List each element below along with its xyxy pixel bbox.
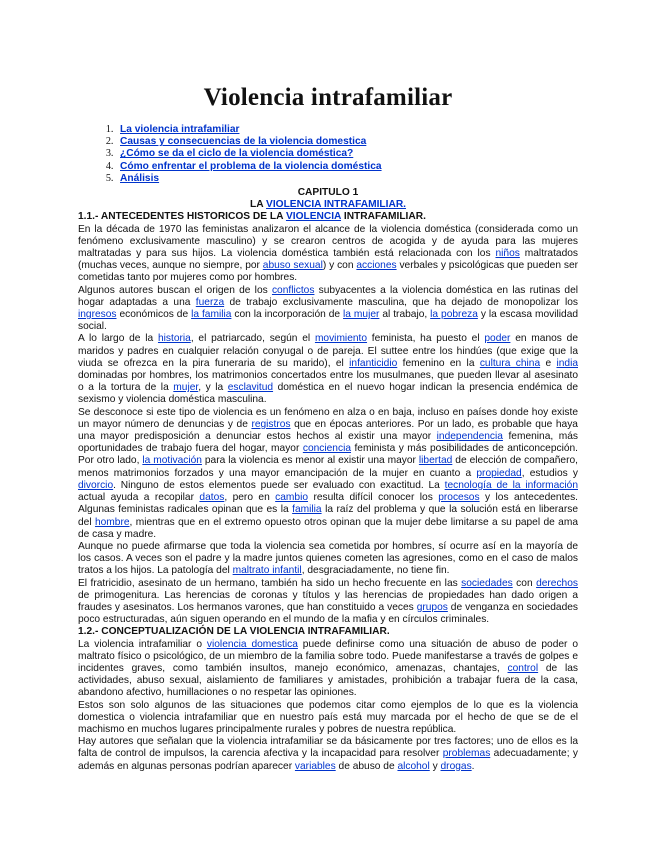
paragraph-8 bbox=[78, 700, 578, 737]
paragraph-text: Algunos autores buscan el origen de los bbox=[78, 284, 272, 296]
link-tecnologia-informacion[interactable]: tecnología de la información bbox=[444, 479, 578, 491]
link-divorcio[interactable]: divorcio bbox=[78, 479, 114, 491]
toc-link-2[interactable]: Causas y consecuencias de la violencia domestica bbox=[120, 136, 367, 148]
chapter-sub-link[interactable]: VIOLENCIA INTRAFAMILIAR. bbox=[266, 199, 407, 211]
chapter-subheading bbox=[78, 199, 578, 211]
link-cambio[interactable]: cambio bbox=[275, 492, 309, 504]
document-page bbox=[78, 84, 578, 773]
link-india[interactable]: india bbox=[556, 357, 578, 369]
paragraph-text: de trabajo exclusivamente masculina, que ha dejado de monopolizar los bbox=[224, 296, 578, 308]
link-violencia-domestica[interactable]: violencia domestica bbox=[206, 638, 298, 650]
link-problemas[interactable]: problemas bbox=[442, 748, 491, 760]
paragraph-text: . Ninguno de estos elementos puede ser evaluado con exactitud. La bbox=[113, 479, 445, 491]
paragraph-text: que en épocas anteriores. Por un lado, es probable que haya una mayor predisposición a denunciar estos hechos al existir una mayor bbox=[78, 418, 578, 443]
link-acciones[interactable]: acciones bbox=[356, 260, 397, 272]
paragraph-text: de venganza en sociedades poco estructuradas, aún siguen operando en el mundo de la mafia y en círculos criminales. bbox=[78, 601, 578, 626]
paragraph-text: y la escasa movilidad social. bbox=[78, 309, 579, 333]
toc-link-4[interactable]: Cómo enfrentar el problema de la violencia doméstica bbox=[120, 160, 382, 172]
chapter-heading: CAPITULO 1 bbox=[297, 187, 359, 199]
link-historia[interactable]: historia bbox=[157, 333, 191, 345]
paragraph-text: para la violencia es menor al existir una mayor bbox=[201, 455, 419, 467]
paragraph-text: . bbox=[471, 760, 475, 772]
paragraph-text: La violencia intrafamiliar o bbox=[78, 638, 207, 650]
paragraph-1 bbox=[78, 224, 578, 285]
paragraph-5 bbox=[78, 541, 578, 578]
link-alcohol[interactable]: alcohol bbox=[397, 760, 430, 772]
paragraph-text: A lo largo de la bbox=[78, 333, 158, 345]
paragraph-text: Se desconoce si este tipo de violencia es un fenómeno en alza o en baja, incluso en países donde hoy existe un mayor número de denuncias y de bbox=[78, 406, 578, 430]
paragraph-text: Aunque no puede afirmarse que toda la violencia sea cometida por hombres, sí ocurre así en la mayoría de los casos. A veces son el padre y la madre juntos quienes cometen las agresiones, como en el caso de malos tratos a los hijos. La patología del bbox=[78, 540, 578, 577]
paragraph-9 bbox=[78, 736, 578, 773]
paragraph-3 bbox=[78, 333, 578, 406]
paragraph-7 bbox=[78, 639, 578, 700]
toc-link-5[interactable]: Análisis bbox=[120, 172, 160, 184]
link-fuerza[interactable]: fuerza bbox=[195, 296, 225, 308]
section-heading-1-1 bbox=[78, 211, 578, 223]
paragraph-text: de elección de compañero, menos matrimonios forzados y una mayor emancipación de la mujer en cuanto a bbox=[78, 455, 578, 479]
paragraph-text: doméstica en el nuevo hogar indican la presencia endémica de sexismo y violencia doméstica masculina. bbox=[78, 382, 578, 406]
link-mujer[interactable]: mujer bbox=[173, 382, 199, 394]
paragraph-text: y los antecedentes. Algunas feministas radicales opinan que es la bbox=[78, 492, 578, 516]
link-drogas[interactable]: drogas bbox=[440, 760, 472, 772]
paragraph-text: Hay autores que señalan que la violencia intrafamiliar se da básicamente por tres factores; uno de ellos es la falta de control de impulsos, la carencia afectiva y la incapacidad para resolver bbox=[78, 736, 578, 760]
paragraph-text: con bbox=[512, 577, 537, 589]
paragraph-2 bbox=[78, 285, 578, 334]
paragraph-text: actual ayuda a recopilar bbox=[78, 492, 200, 504]
link-conciencia[interactable]: conciencia bbox=[302, 443, 351, 455]
chapter-sub-prefix: LA bbox=[249, 199, 267, 211]
paragraph-text: feminista y más posibilidades de anticoncepción. Por otro lado, bbox=[78, 443, 579, 467]
paragraph-text: , mientras que en el extremo opuesto otros opinan que la mujer debe limitarse a su papel de ama de casa y madre. bbox=[78, 516, 578, 540]
section-heading-text: INTRAFAMILIAR. bbox=[341, 211, 426, 223]
paragraph-text: al trabajo, bbox=[379, 309, 431, 321]
paragraph-text: en manos de maridos y padres en cualquier relación conyugal o de pareja. El suttee entre los hindúes (que exige que la viuda se ofrezca en la pira funeraria de su marido), el bbox=[78, 333, 578, 369]
link-procesos[interactable]: procesos bbox=[438, 492, 480, 504]
link-libertad[interactable]: libertad bbox=[418, 455, 453, 467]
page-title: Violencia intrafamiliar bbox=[203, 84, 453, 111]
paragraph-text: la raíz del problema y que la solución está en liberarse del bbox=[78, 504, 578, 528]
paragraph-text: resulta difícil conocer los bbox=[308, 492, 439, 504]
table-of-contents bbox=[78, 124, 578, 185]
link-maltrato-infantil[interactable]: maltrato infantil bbox=[232, 565, 302, 577]
paragraph-text: e bbox=[540, 357, 557, 369]
paragraph-text: El fratricidio, asesinato de un hermano, también ha sido un hecho frecuente en las bbox=[78, 577, 462, 589]
paragraph-text: adecuadamente; y además en algunas personas podrían aparecer bbox=[78, 748, 579, 772]
paragraph-text: verbales y psicológicas que pueden ser cometidas tanto por mujeres como por hombres. bbox=[78, 260, 578, 284]
paragraph-text: femenino en la bbox=[397, 357, 480, 369]
paragraph-text: con la incorporación de bbox=[231, 309, 344, 321]
link-familia[interactable]: familia bbox=[292, 504, 322, 516]
link-grupos[interactable]: grupos bbox=[416, 601, 448, 613]
link-derechos[interactable]: derechos bbox=[536, 577, 578, 589]
link-infanticidio[interactable]: infanticidio bbox=[349, 357, 398, 369]
link-propiedad[interactable]: propiedad bbox=[476, 467, 522, 479]
section-heading-text: 1.1.- ANTECEDENTES HISTORICOS DE LA bbox=[78, 211, 286, 223]
paragraph-text: , y la bbox=[198, 382, 228, 394]
toc-item bbox=[116, 124, 578, 136]
section-heading-1-2: 1.2.- CONCEPTUALIZACIÓN DE LA VIOLENCIA INTRAFAMILIAR. bbox=[78, 626, 390, 638]
paragraph-6 bbox=[78, 578, 578, 627]
paragraph-text: puede definirse como una situación de abuso de poder o maltrato físico o psicológico, de un miembro de la familia sobre todo. Puede manifestarse a través de golpes e incidentes graves, como también insultos, manejo económico, amenazas, chantajes, bbox=[78, 638, 579, 674]
link-hombre[interactable]: hombre bbox=[94, 516, 130, 528]
link-ingresos[interactable]: ingresos bbox=[78, 309, 117, 321]
toc-link-3[interactable]: ¿Cómo se da el ciclo de la violencia doméstica? bbox=[120, 148, 354, 160]
paragraph-text: de primogenitura. Las herencias de coronas y títulos y las herencias de propiedades han dado origen a fraudes y asesinatos. Los hermanos varones, que han constituido a veces bbox=[78, 589, 578, 613]
toc-item bbox=[116, 148, 578, 160]
paragraph-text: subyacentes a la violencia doméstica en las rutinas del hogar adaptadas a una bbox=[78, 284, 578, 308]
link-cultura-china[interactable]: cultura china bbox=[479, 357, 541, 369]
paragraph-text: maltratados (muchas veces, aunque no siempre, por bbox=[78, 248, 579, 272]
paragraph-text: , estudios y bbox=[521, 467, 578, 479]
link-esclavitud[interactable]: esclavitud bbox=[227, 382, 274, 394]
paragraph-4 bbox=[78, 407, 578, 541]
link-violencia[interactable]: VIOLENCIA bbox=[285, 211, 342, 223]
paragraph-text: de las actividades, abuso sexual, aislamiento de familiares y amistades, prohibición a trabajar fuera de la casa, abandono afectivo, humillaciones o no respetar las opiniones. bbox=[78, 662, 579, 699]
link-movimiento[interactable]: movimiento bbox=[314, 333, 368, 345]
link-sociedades[interactable]: sociedades bbox=[461, 577, 513, 589]
paragraph-text: feminista, ha puesto el bbox=[367, 333, 485, 345]
link-abuso-sexual[interactable]: abuso sexual bbox=[262, 260, 323, 272]
link-ninos[interactable]: niños bbox=[495, 248, 520, 260]
paragraph-text: En la década de 1970 las feministas analizaron el alcance de la violencia doméstica (considerada como un fenómeno exclusivamente masculino) y se crearon centros de acogida y de ayuda para las mujeres maltratadas y para sus hijos. La violencia doméstica también está relacionada con los bbox=[78, 223, 578, 260]
link-datos[interactable]: datos bbox=[199, 492, 225, 504]
link-poder[interactable]: poder bbox=[484, 333, 511, 345]
paragraph-text: de abuso de bbox=[335, 760, 398, 772]
link-control[interactable]: control bbox=[507, 662, 539, 674]
toc-item bbox=[116, 173, 578, 185]
paragraph-text: y bbox=[429, 760, 441, 772]
paragraph-text: Estos son solo algunos de las situaciones que podemos citar como ejemplos de lo que es la violencia domestica o violencia intrafamiliar que en nuestro país está muy marcada por el hecho de que se de el machismo en muchos lugares principalmente rurales y pobres de nuestra república. bbox=[78, 699, 578, 735]
toc-item bbox=[116, 136, 578, 148]
link-conflictos[interactable]: conflictos bbox=[271, 284, 315, 296]
paragraph-text: , el patriarcado, según el bbox=[190, 333, 315, 345]
paragraph-text: económicos de bbox=[116, 309, 192, 321]
paragraph-text: dominadas por hombres, los matrimonios concertados entre los musulmanes, que pueden llevar al asesinato o a la tortura de la bbox=[78, 370, 578, 394]
paragraph-text: ) y con bbox=[322, 260, 357, 272]
link-la-familia[interactable]: la familia bbox=[191, 309, 232, 321]
link-variables[interactable]: variables bbox=[294, 760, 336, 772]
paragraph-text: femenina, más oportunidades de trabajo fuera del hogar, mayor bbox=[78, 431, 578, 455]
link-la-mujer[interactable]: la mujer bbox=[343, 309, 380, 321]
link-la-motivacion[interactable]: la motivación bbox=[142, 455, 202, 467]
paragraph-text: , desgraciadamente, no tiene fin. bbox=[301, 565, 450, 577]
toc-link-1[interactable]: La violencia intrafamiliar bbox=[120, 124, 240, 135]
link-independencia[interactable]: independencia bbox=[436, 431, 503, 443]
toc-item bbox=[116, 161, 578, 173]
paragraph-text: , pero en bbox=[224, 492, 276, 504]
link-la-pobreza[interactable]: la pobreza bbox=[430, 309, 478, 321]
link-registros[interactable]: registros bbox=[251, 418, 291, 430]
